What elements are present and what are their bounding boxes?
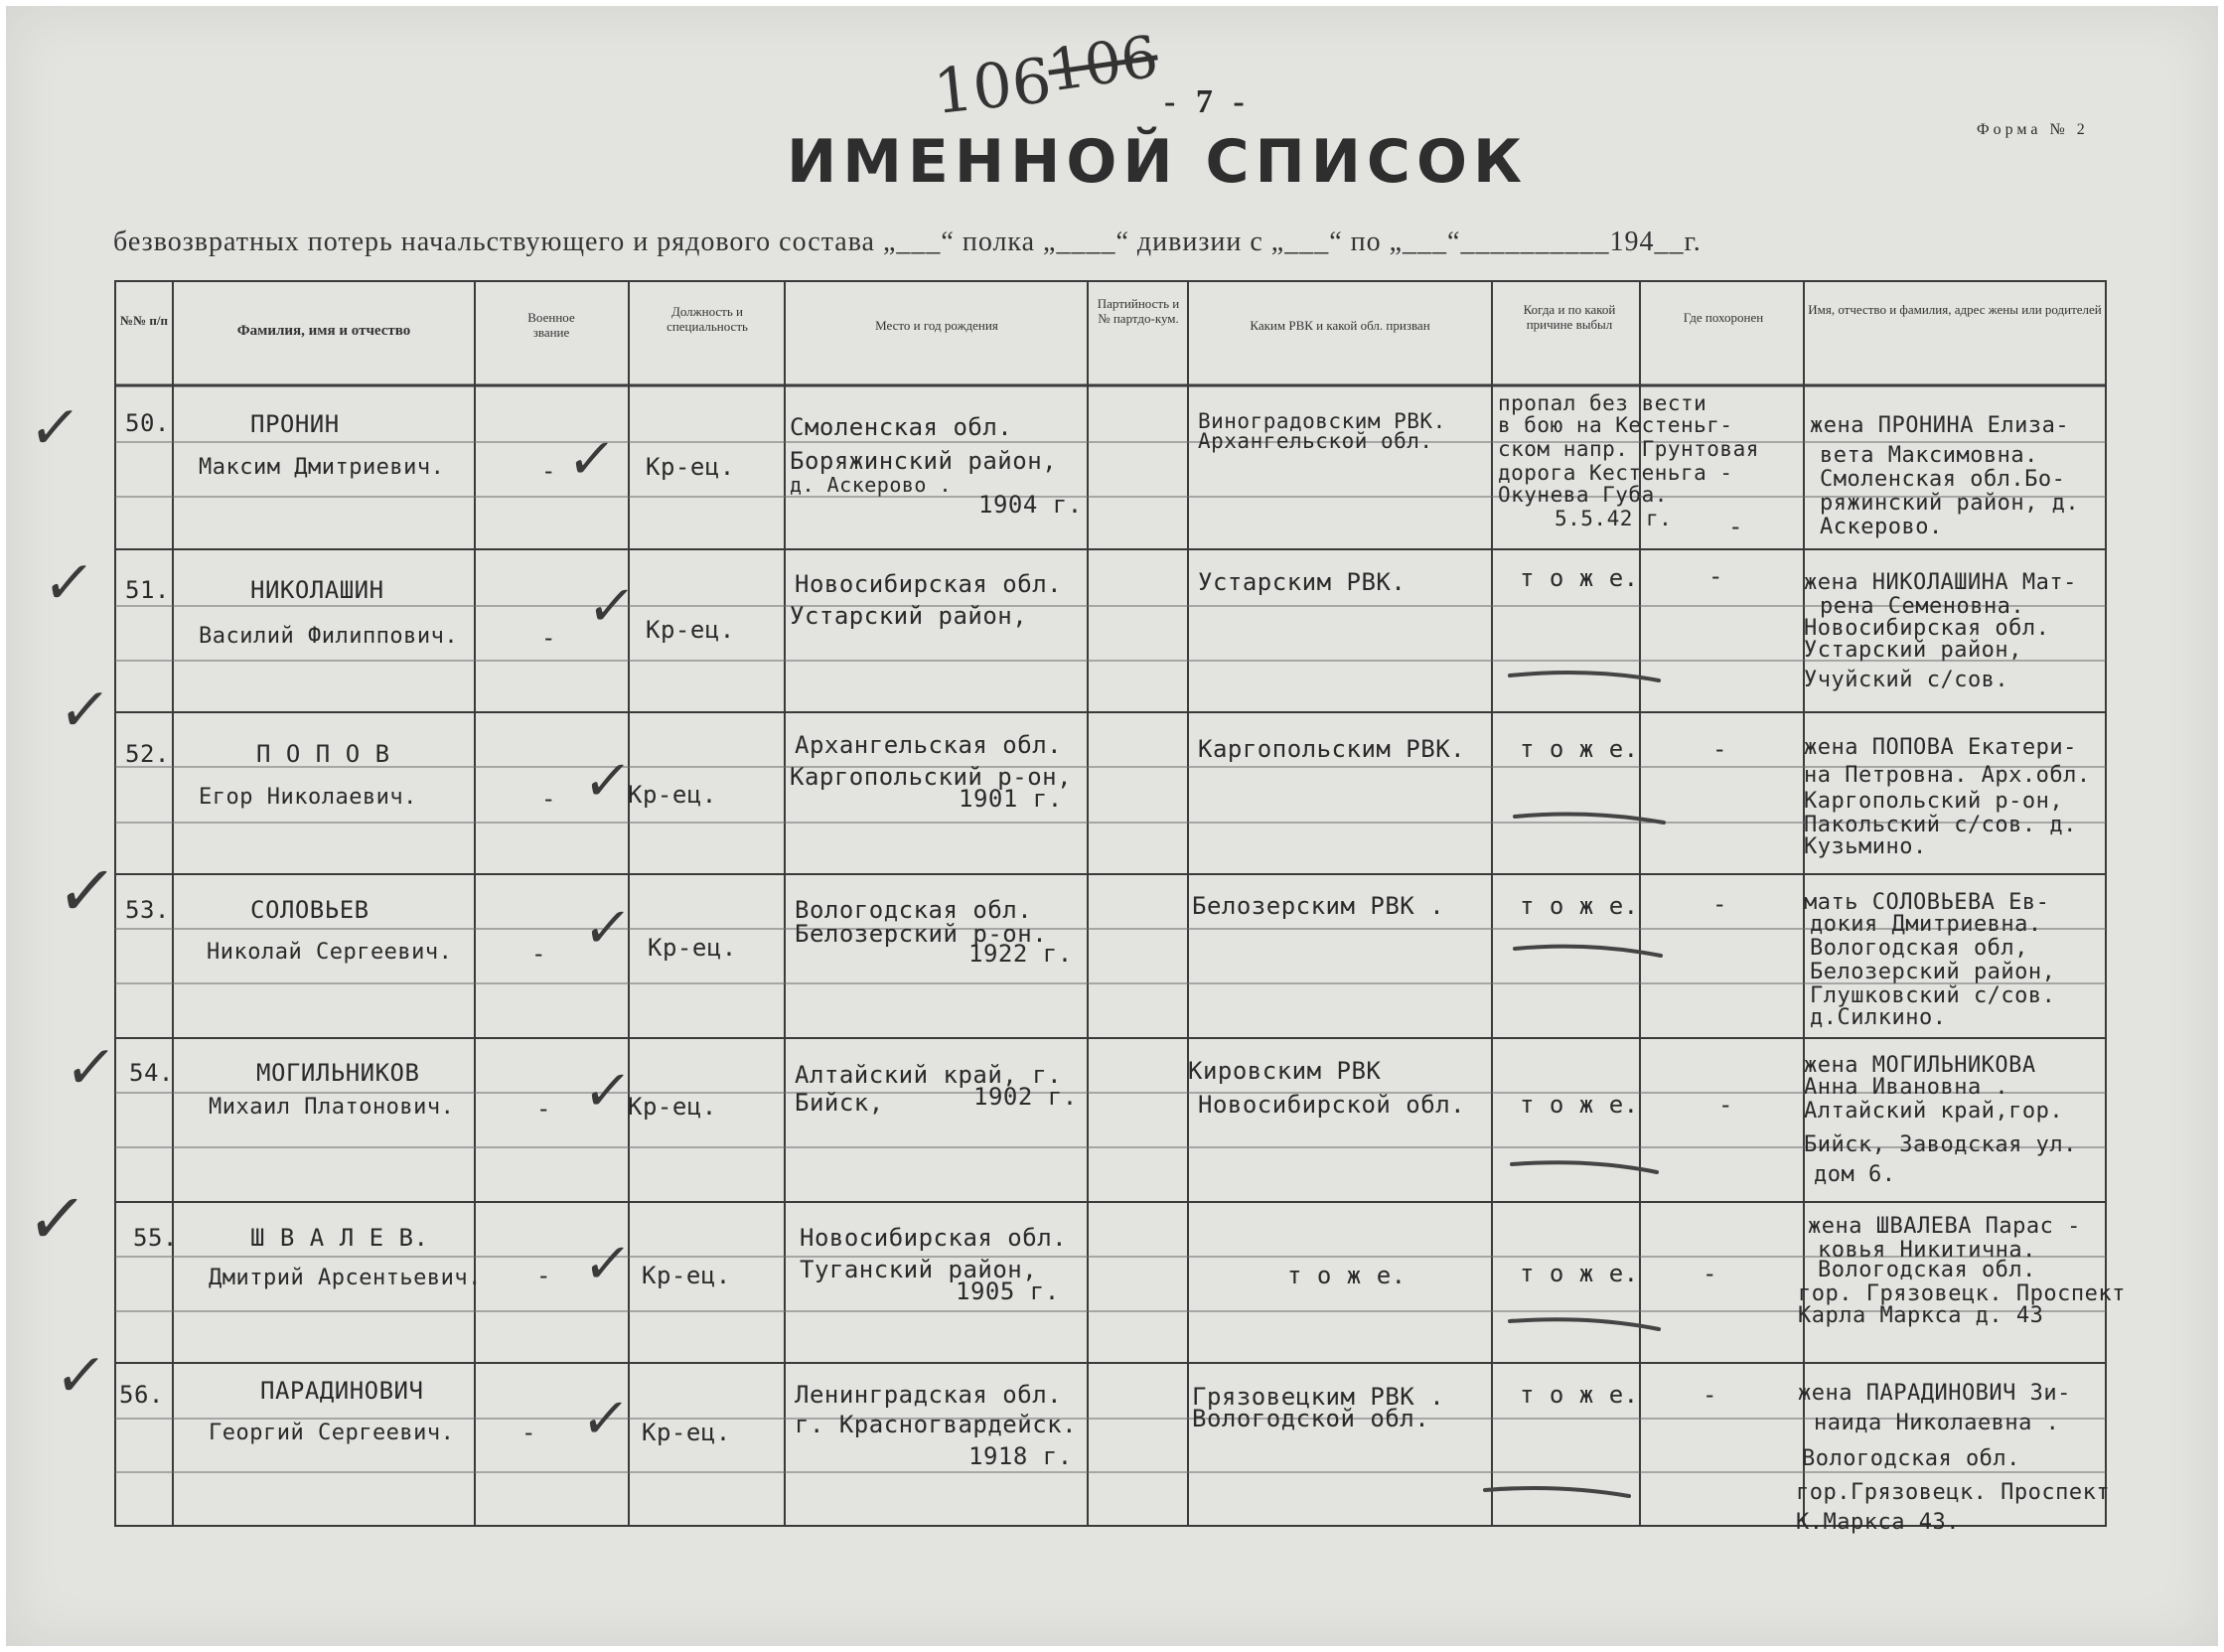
birth-year: 1902 г. xyxy=(973,1083,1078,1111)
relatives-line: Глушковский с/сов. xyxy=(1810,983,2056,1008)
check-mark-icon: ✓ xyxy=(563,427,620,492)
relatives-line: докия Дмитриевна. xyxy=(1810,912,2042,937)
given-names: Николай Сергеевич. xyxy=(207,940,453,965)
position: Кр-ец. xyxy=(648,934,737,962)
given-names: Егор Николаевич. xyxy=(199,785,417,810)
row-number: 55. xyxy=(133,1224,178,1252)
given-names: Василий Филиппович. xyxy=(199,624,459,649)
relatives-line: Карла Маркса д. 43 xyxy=(1798,1303,2044,1328)
check-mark-icon: ✓ xyxy=(51,1341,111,1411)
rank: - xyxy=(541,624,556,652)
when-line: пропал без вести xyxy=(1498,391,1707,415)
page-subtitle: безвозвратных потерь начальствующего и рядового состава „___“ полка „____“ дивизии с „___“ по „___“__________194__г. xyxy=(113,226,1702,257)
when-line: ском напр. Грунтовая xyxy=(1498,437,1759,461)
relatives-line: гор.Грязовецк. Проспект xyxy=(1796,1480,2111,1505)
col-header-rank: Военное звание xyxy=(527,310,575,340)
birth-place-line: Вологодская обл. xyxy=(795,896,1033,924)
birth-place-line: Устарский район, xyxy=(790,602,1028,630)
check-mark-icon: ✓ xyxy=(583,574,640,639)
birth-place-line: Боряжинский район, xyxy=(790,447,1058,475)
birth-place-line: Смоленская обл. xyxy=(790,413,1013,441)
birth-place-line: Новосибирская обл. xyxy=(800,1224,1068,1252)
birth-year: 1904 г. xyxy=(978,491,1083,519)
rank: - xyxy=(536,1262,551,1289)
birth-place-line: Туганский район, xyxy=(800,1256,1038,1283)
relatives-line: жена ПРОНИНА Елиза- xyxy=(1810,413,2070,438)
row-number: 54. xyxy=(129,1059,174,1087)
birth-place-line: Алтайский край, г. xyxy=(795,1061,1063,1089)
col-header-name: Фамилия, имя и отчество xyxy=(236,323,411,339)
col-header-relatives: Имя, отчество и фамилия, адрес жены или родителей xyxy=(1808,302,2102,317)
when-line: Окунева Губа. xyxy=(1498,483,1668,507)
when-line: т о ж е. xyxy=(1520,1260,1639,1287)
relatives-line: Каргопольский р-он, xyxy=(1804,789,2064,814)
rank: - xyxy=(521,1419,536,1446)
when-line: т о ж е. xyxy=(1520,892,1639,920)
surname: Ш В А Л Е В. xyxy=(250,1224,429,1252)
when-line: 5.5.42 г. xyxy=(1555,507,1673,530)
surname: ПАРАДИНОВИЧ xyxy=(260,1377,424,1405)
check-mark-icon: ✓ xyxy=(61,1033,121,1103)
page-title: ИМЕННОЙ СПИСОК xyxy=(787,127,1528,197)
rank: - xyxy=(541,785,556,813)
when-line: т о ж е. xyxy=(1520,735,1639,763)
birth-year: 1901 г. xyxy=(959,785,1063,813)
relatives-line: рена Семеновна. xyxy=(1820,594,2025,619)
birth-place-line: Белозерский р-он. xyxy=(795,920,1048,948)
form-label: Форма № 2 xyxy=(1977,121,2089,138)
relatives-line: Алтайский край,гор. xyxy=(1804,1099,2064,1124)
col-header-buried: Где похоронен xyxy=(1683,310,1764,325)
col-header-when: Когда и по какой причине выбыл xyxy=(1523,302,1616,332)
archive-number-crossed: 106 xyxy=(1043,22,1162,105)
relatives-line: Белозерский район, xyxy=(1810,960,2056,984)
rank: - xyxy=(531,940,546,968)
birth-place-line: Архангельская обл. xyxy=(795,731,1063,759)
birth-year: 1918 г. xyxy=(968,1442,1073,1470)
col-header-birth: Место и год рождения xyxy=(875,318,998,333)
relatives-line: наида Николаевна . xyxy=(1814,1411,2060,1435)
surname: СОЛОВЬЕВ xyxy=(250,896,370,924)
col-header-position: Должность и специальность xyxy=(667,304,748,334)
relatives-line: гор. Грязовецк. Проспект xyxy=(1798,1281,2126,1306)
relatives-line: д.Силкино. xyxy=(1810,1005,1947,1030)
rvk-line: Грязовецким РВК . xyxy=(1192,1383,1445,1411)
buried: - xyxy=(1703,1260,1717,1287)
birth-place-line: Бийск, xyxy=(795,1089,884,1117)
buried: - xyxy=(1712,890,1727,918)
relatives-line: Вологодская обл, xyxy=(1810,936,2028,961)
relatives-line: жена МОГИЛЬНИКОВА xyxy=(1804,1053,2036,1078)
birth-year: 1905 г. xyxy=(956,1277,1060,1305)
relatives-line: вета Максимовна. xyxy=(1820,443,2038,468)
surname: МОГИЛЬНИКОВ xyxy=(256,1059,420,1087)
position: Кр-ец. xyxy=(642,1262,731,1289)
row-number: 53. xyxy=(125,896,170,924)
buried: - xyxy=(1728,513,1743,540)
relatives-line: Бийск, Заводская ул. xyxy=(1804,1132,2077,1157)
row-number: 50. xyxy=(125,409,170,437)
when-line: дорога Кестеньга - xyxy=(1498,461,1733,485)
relatives-line: жена ПОПОВА Екатери- xyxy=(1804,735,2077,760)
rvk-line: Архангельской обл. xyxy=(1198,429,1433,453)
check-mark-icon: ✓ xyxy=(52,850,122,932)
rvk-line: Кировским РВК xyxy=(1188,1057,1382,1085)
relatives-line: Учуйский с/сов. xyxy=(1804,668,2009,692)
check-mark-icon: ✓ xyxy=(579,896,636,961)
rvk-line: Белозерским РВК . xyxy=(1192,892,1445,920)
surname: НИКОЛАШИН xyxy=(250,576,384,604)
position: Кр-ец. xyxy=(642,1419,731,1446)
rvk-line: Новосибирской обл. xyxy=(1198,1091,1466,1119)
rvk-line: Виноградовским РВК. xyxy=(1198,409,1446,433)
buried: - xyxy=(1712,735,1727,763)
position: Кр-ец. xyxy=(628,1093,717,1121)
when-line: т о ж е. xyxy=(1520,1381,1639,1409)
birth-place-line: Ленинградская обл. xyxy=(795,1381,1063,1409)
relatives-line: К.Маркса 43. xyxy=(1796,1510,1960,1535)
relatives-line: дом 6. xyxy=(1814,1162,1896,1187)
relatives-line: на Петровна. Арх.обл. xyxy=(1804,763,2091,788)
col-header-num: №№ п/п xyxy=(120,313,168,328)
relatives-line: Анна Ивановна . xyxy=(1804,1075,2009,1100)
page-number: - 7 - xyxy=(1164,83,1251,120)
given-names: Георгий Сергеевич. xyxy=(209,1421,455,1445)
relatives-line: Устарский район, xyxy=(1804,638,2022,663)
given-names: Михаил Платонович. xyxy=(209,1095,455,1120)
check-mark-icon: ✓ xyxy=(579,749,636,814)
relatives-line: Вологодская обл. xyxy=(1818,1258,2036,1282)
check-mark-icon: ✓ xyxy=(25,393,85,463)
rvk-line: Каргопольским РВК. xyxy=(1198,735,1466,763)
position: Кр-ец. xyxy=(646,616,735,644)
col-header-party: Партийность и № партдо-кум. xyxy=(1097,296,1180,326)
check-mark-icon: ✓ xyxy=(579,1059,636,1124)
rvk-line: т о ж е. xyxy=(1287,1262,1407,1289)
relatives-line: ковья Никитична. xyxy=(1818,1238,2036,1263)
relatives-line: Пакольский с/сов. д. xyxy=(1804,813,2077,837)
birth-place-line: г. Красногвардейск. xyxy=(795,1411,1078,1438)
relatives-line: жена ШВАЛЕВА Парас - xyxy=(1808,1214,2081,1239)
relatives-line: Новосибирская обл. xyxy=(1804,616,2050,641)
row-number: 56. xyxy=(119,1381,164,1409)
relatives-line: жена ПАРАДИНОВИЧ Зи- xyxy=(1798,1381,2071,1406)
rvk-line: Устарским РВК. xyxy=(1198,568,1407,596)
row-number: 52. xyxy=(125,740,170,768)
when-line: в бою на Кестеньг- xyxy=(1498,413,1733,437)
birth-place-line: Новосибирская обл. xyxy=(795,570,1063,598)
relatives-line: Кузьмино. xyxy=(1804,834,1927,859)
position: Кр-ец. xyxy=(646,453,735,481)
when-line: т о ж е. xyxy=(1520,1091,1639,1119)
rank: - xyxy=(541,457,556,485)
when-line: т о ж е. xyxy=(1520,564,1639,592)
check-mark-icon: ✓ xyxy=(579,1232,636,1296)
relatives-line: ряжинский район, д. xyxy=(1820,491,2080,516)
col-header-rvk: Каким РВК и какой обл. призван xyxy=(1250,318,1430,333)
relatives-line: жена НИКОЛАШИНА Мат- xyxy=(1804,570,2077,595)
given-names: Максим Дмитриевич. xyxy=(199,455,445,480)
check-mark-icon: ✓ xyxy=(577,1387,634,1451)
surname: П О П О В xyxy=(256,740,390,768)
birth-place-line: д. Аскерово . xyxy=(790,473,953,497)
position: Кр-ец. xyxy=(628,781,717,809)
relatives-line: Смоленская обл.Бо- xyxy=(1820,467,2066,492)
row-number: 51. xyxy=(125,576,170,604)
birth-year: 1922 г. xyxy=(968,940,1073,968)
rank: - xyxy=(536,1095,551,1123)
relatives-line: Вологодская обл. xyxy=(1802,1446,2020,1471)
check-mark-icon: ✓ xyxy=(55,676,115,745)
buried: - xyxy=(1718,1091,1733,1119)
rvk-line: Вологодской обл. xyxy=(1192,1405,1430,1432)
buried: - xyxy=(1708,562,1723,590)
given-names: Дмитрий Арсентьевич. xyxy=(209,1266,482,1290)
relatives-line: мать СОЛОВЬЕВА Ев- xyxy=(1804,890,2050,915)
birth-place-line: Каргопольский р-он, xyxy=(790,763,1073,791)
buried: - xyxy=(1703,1381,1717,1409)
check-mark-icon: ✓ xyxy=(22,1178,92,1260)
relatives-line: Аскерово. xyxy=(1820,515,1943,539)
check-mark-icon: ✓ xyxy=(39,548,99,618)
surname: ПРОНИН xyxy=(250,410,340,438)
archive-number: 106 xyxy=(930,44,1055,128)
